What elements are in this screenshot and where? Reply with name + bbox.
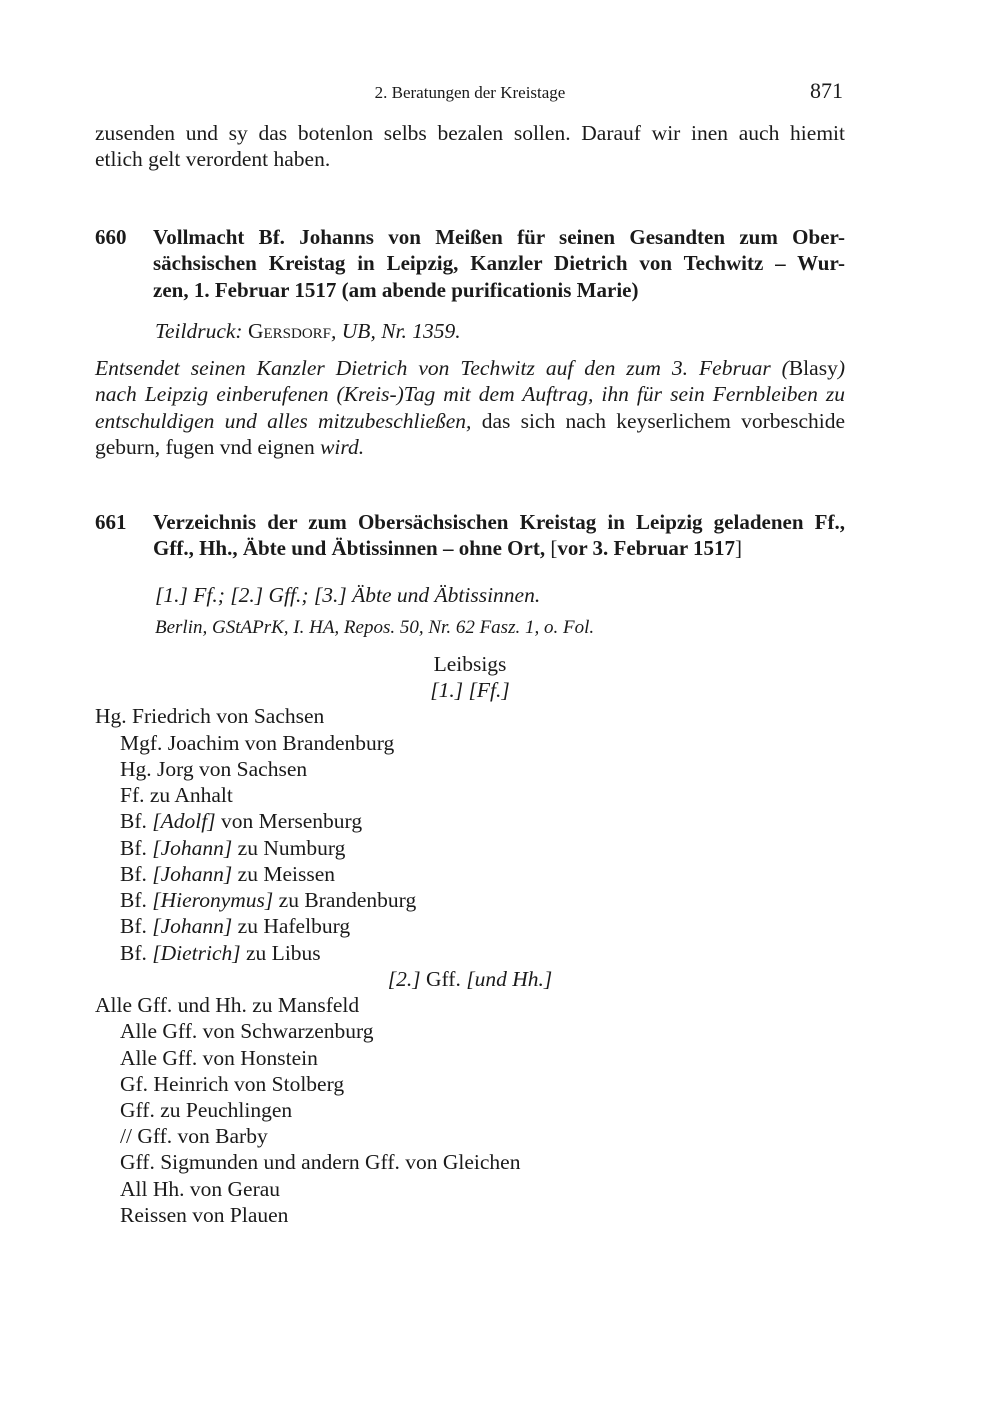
entry-title-line: Verzeichnis der zum Obersächsischen Kreistag in Leipzig geladenen Ff., xyxy=(153,510,845,534)
editorial-name: [Johann] xyxy=(152,914,233,939)
source-quote: Blasy xyxy=(788,356,838,380)
item-place: zu Libus xyxy=(246,940,321,965)
document-list xyxy=(95,651,845,1228)
entry-number: 660 xyxy=(95,225,127,249)
list-item: Gff. Sigmunden und andern Gff. von Gleichen xyxy=(120,1150,521,1175)
list-item xyxy=(95,808,845,834)
item-place: zu Meissen xyxy=(237,861,335,886)
entry-660-heading xyxy=(95,224,845,303)
list-item: Gff. zu Peuchlingen xyxy=(120,1097,293,1122)
editorial-name: [Dietrich] xyxy=(152,940,241,965)
item-place: zu Brandenburg xyxy=(278,888,417,913)
section-heading: [1.] [Ff.] xyxy=(430,678,510,703)
summary-text: ) xyxy=(837,356,845,380)
contents-note: [1.] Ff.; [2.] Gff.; [3.] Äbte und Äbtissinnen. xyxy=(155,583,541,607)
list-item: Gf. Heinrich von Stolberg xyxy=(120,1071,345,1096)
editorial-name: [Hieronymus] xyxy=(152,888,274,913)
list-item xyxy=(95,887,845,913)
list-item: Alle Gff. und Hh. zu Mansfeld xyxy=(95,993,360,1018)
item-place: zu Numburg xyxy=(237,835,346,860)
entry-title xyxy=(153,509,845,562)
print-reference xyxy=(155,318,845,344)
item-title: Bf. xyxy=(120,861,147,886)
source-quote: geburn, fugen vnd eignen xyxy=(95,434,315,459)
summary-line xyxy=(95,381,845,407)
summary-text: wird. xyxy=(320,434,365,459)
bracket: ] xyxy=(735,536,743,561)
editorial-name: [Johann] xyxy=(152,861,233,886)
running-title: 2. Beratungen der Kreistage xyxy=(374,83,566,102)
page-number: 871 xyxy=(810,78,843,103)
list-item xyxy=(95,913,845,939)
archive-source: Berlin, GStAPrK, I. HA, Repos. 50, Nr. 62 Fasz. 1, o. Fol. xyxy=(155,617,595,638)
entry-title xyxy=(153,224,845,303)
item-title: Bf. xyxy=(120,835,147,860)
bracket: [ xyxy=(550,536,558,561)
list-item: Ff. zu Anhalt xyxy=(120,783,233,808)
entry-date: vor 3. Februar 1517 xyxy=(557,536,736,561)
continuation-line: zusenden und sy das botenlon selbs bezalen sollen. Darauf wir inen auch hiemit xyxy=(95,121,845,145)
editorial-name: [Johann] xyxy=(152,835,233,860)
editorial-addition: [und Hh.] xyxy=(466,966,553,991)
section-title: Gff. xyxy=(426,966,461,991)
source-quote: das sich nach keyserlichem vorbeschide xyxy=(481,408,846,433)
item-place: von Mersenburg xyxy=(220,809,363,834)
list-item xyxy=(95,861,845,887)
entry-title-line xyxy=(153,535,845,561)
entry-number: 661 xyxy=(95,510,127,534)
continuation-paragraph xyxy=(95,120,845,173)
print-label: Teildruck: xyxy=(155,319,243,343)
summary-line xyxy=(95,434,845,460)
list-item: // Gff. von Barby xyxy=(120,1124,268,1149)
list-item: Alle Gff. von Schwarzenburg xyxy=(120,1019,374,1044)
list-item: All Hh. von Gerau xyxy=(120,1176,281,1201)
entry-title-line: Vollmacht Bf. Johanns von Meißen für seinen Gesandten zum Ober- xyxy=(153,225,845,249)
item-title: Bf. xyxy=(120,940,147,965)
item-title: Bf. xyxy=(120,809,147,834)
entry-661-heading xyxy=(95,509,845,562)
summary-line xyxy=(95,355,845,381)
section-number: [2.] xyxy=(387,966,421,991)
list-item: Alle Gff. von Honstein xyxy=(120,1045,318,1070)
editorial-name: [Adolf] xyxy=(152,809,216,834)
entry-title-text: Gff., Hh., Äbte und Äbtissinnen – ohne Ort, xyxy=(153,536,546,561)
summary-text: entschuldigen und alles mitzubeschließen, xyxy=(95,408,472,433)
item-title: Bf. xyxy=(120,914,147,939)
list-item: Reissen von Plauen xyxy=(120,1202,289,1227)
list-item xyxy=(95,940,845,966)
entry-title-line: sächsischen Kreistag in Leipzig, Kanzler Dietrich von Techwitz – Wur- xyxy=(153,251,845,276)
list-item xyxy=(95,835,845,861)
place-name: Leibsigs xyxy=(433,652,507,676)
print-author: Gersdorf xyxy=(247,319,332,343)
summary-line xyxy=(95,408,845,434)
print-ref: , UB, Nr. 1359. xyxy=(331,319,461,343)
continuation-line: etlich gelt verordent haben. xyxy=(95,147,331,172)
summary-text: Entsendet seinen Kanzler Dietrich von Techwitz auf den zum 3. Februar ( xyxy=(95,356,789,380)
summary-paragraph xyxy=(95,355,845,460)
list-item: Mgf. Joachim von Brandenburg xyxy=(120,730,395,755)
section-heading xyxy=(95,966,845,992)
item-place: zu Hafelburg xyxy=(237,914,351,939)
entry-title-line: zen, 1. Februar 1517 (am abende purificationis Marie) xyxy=(153,277,639,302)
summary-text: nach Leipzig einberufenen (Kreis-)Tag mit dem Auftrag, ihn für sein Fernbleiben zu xyxy=(95,382,845,407)
list-item: Hg. Jorg von Sachsen xyxy=(120,756,308,781)
list-item: Hg. Friedrich von Sachsen xyxy=(95,704,325,729)
item-title: Bf. xyxy=(120,888,147,913)
